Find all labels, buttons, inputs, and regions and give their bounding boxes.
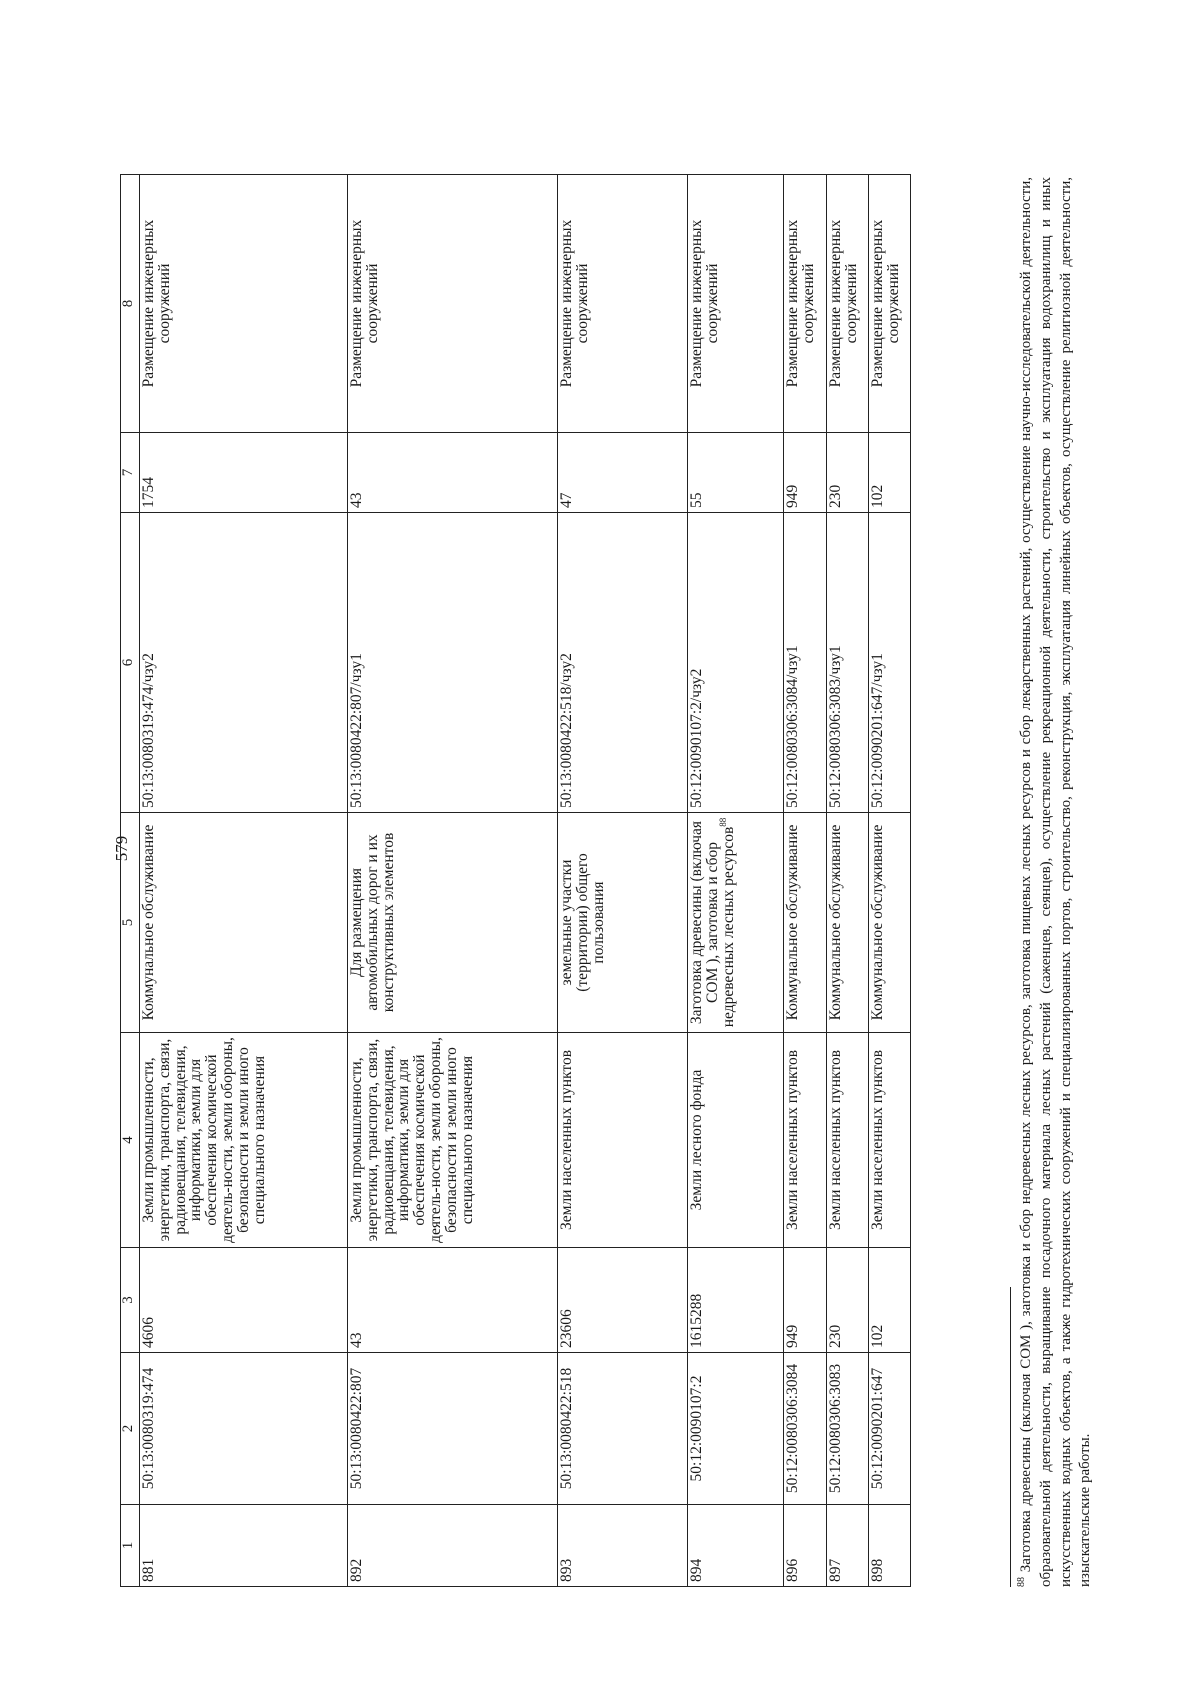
footnote-reference[interactable]: 88 [717,817,728,827]
purpose-cell: Размещение инженерных сооружений [827,175,869,433]
header-cell: 6 [121,513,140,813]
cadastral-number-cell: 50:12:0080306:3084 [784,1353,827,1505]
land-category-cell: Земли населенных пунктов [784,1033,827,1248]
header-row [121,175,140,1587]
cadastral-number-cell: 50:13:0080422:518 [558,1353,688,1505]
header-cell: 1 [121,1505,140,1587]
part-number-cell: 50:12:0080306:3083/чзу1 [827,513,869,813]
purpose-cell: Размещение инженерных сооружений [558,175,688,433]
purpose-cell: Размещение инженерных сооружений [784,175,827,433]
cadastral-number-cell: 50:12:0090107:2 [688,1353,784,1505]
part-area-cell: 230 [827,433,869,513]
part-area-cell: 949 [784,433,827,513]
part-number-cell: 50:12:0090107:2/чзу2 [688,513,784,813]
cadastral-number-cell: 50:12:0090201:647 [869,1353,911,1505]
footnote-text: Заготовка древесины (включая СОМ ), заготовка и сбор недревесных лесных ресурсов, заготовка пищевых лесных ресурсов и сбор лекарственных растений, осуществление научно-исследовательской деятельности, образовательной деятельности, выращивание посадочного материала лесных растений (саженцев, сеянцев), осуществление рекреационной деятельности, строительство и эксплуатация водохранилищ и иных искусственных водных объектов, а также гидротехнических сооружений и специализированных портов, строительство, реконструкция, эксплуатация линейных объектов, осуществление религиозной деятельности, изыскательские работы. [1018,176,1094,1587]
purpose-cell: Размещение инженерных сооружений [348,175,558,433]
purpose-cell: Размещение инженерных сооружений [869,175,911,433]
footnote-mark: 88 [1016,1577,1027,1587]
cadastral-number-cell: 50:12:0080306:3083 [827,1353,869,1505]
part-number-cell: 50:12:0090201:647/чзу1 [869,513,911,813]
header-cell: 5 [121,813,140,1033]
table-row [869,175,911,1587]
page-number: 579 [112,835,131,862]
row-number-cell: 893 [558,1505,688,1587]
header-cell: 8 [121,175,140,433]
permitted-use-cell: Коммунальное обслуживание [140,813,348,1033]
land-category-cell: Земли лесного фонда [688,1033,784,1248]
row-number-cell: 898 [869,1505,911,1587]
table-row [558,175,688,1587]
footnote [1017,177,1096,1587]
area-cell: 1615288 [688,1248,784,1353]
permitted-use-cell: Для размещения автомобильных дорог и их конструктивных элементов [348,813,558,1033]
purpose-cell: Размещение инженерных сооружений [140,175,348,433]
row-number-cell: 881 [140,1505,348,1587]
cadastral-number-cell: 50:13:0080319:474 [140,1353,348,1505]
part-area-cell: 47 [558,433,688,513]
permitted-use-cell: Коммунальное обслуживание [869,813,911,1033]
table-row [348,175,558,1587]
row-number-cell: 894 [688,1505,784,1587]
area-cell: 4606 [140,1248,348,1353]
part-area-cell: 43 [348,433,558,513]
land-category-cell: Земли населенных пунктов [869,1033,911,1248]
area-cell: 949 [784,1248,827,1353]
table-row [140,175,348,1587]
table-row [688,175,784,1587]
part-area-cell: 1754 [140,433,348,513]
area-cell: 23606 [558,1248,688,1353]
part-area-cell: 55 [688,433,784,513]
permitted-use-cell: земельные участки (территории) общего пользования [558,813,688,1033]
land-category-cell: Земли промышленности, энергетики, транспорта, связи, радиовещания, телевидения, информатики, земли для обеспечения космической деятель-ности, земли обороны, безопасности и земли иного специального назначения [348,1033,558,1248]
part-number-cell: 50:13:0080422:518/чзу2 [558,513,688,813]
land-category-cell: Земли населенных пунктов [558,1033,688,1248]
part-number-cell: 50:13:0080422:807/чзу1 [348,513,558,813]
permitted-use-text: Заготовка древесины (включая СОМ ), заготовка и сбор недревесных лесных ресурсов [688,820,737,1028]
part-number-cell: 50:12:0080306:3084/чзу1 [784,513,827,813]
land-category-cell: Земли промышленности, энергетики, транспорта, связи, радиовещания, телевидения, информатики, земли для обеспечения космической деятель-ности, земли обороны, безопасности и земли иного специального назначения [140,1033,348,1248]
table-row [827,175,869,1587]
part-number-cell: 50:13:0080319:474/чзу2 [140,513,348,813]
header-cell: 7 [121,433,140,513]
header-cell: 4 [121,1033,140,1248]
permitted-use-cell: Коммунальное обслуживание [827,813,869,1033]
land-category-cell: Земли населенных пунктов [827,1033,869,1248]
permitted-use-cell [688,813,784,1033]
row-number-cell: 896 [784,1505,827,1587]
row-number-cell: 897 [827,1505,869,1587]
area-cell: 102 [869,1248,911,1353]
header-cell: 3 [121,1248,140,1353]
cadastral-number-cell: 50:13:0080422:807 [348,1353,558,1505]
table-row [784,175,827,1587]
area-cell: 43 [348,1248,558,1353]
part-area-cell: 102 [869,433,911,513]
footnote-separator [1010,1287,1011,1587]
permitted-use-cell: Коммунальное обслуживание [784,813,827,1033]
land-parcels-table [120,174,911,1587]
row-number-cell: 892 [348,1505,558,1587]
area-cell: 230 [827,1248,869,1353]
header-cell: 2 [121,1353,140,1505]
purpose-cell: Размещение инженерных сооружений [688,175,784,433]
